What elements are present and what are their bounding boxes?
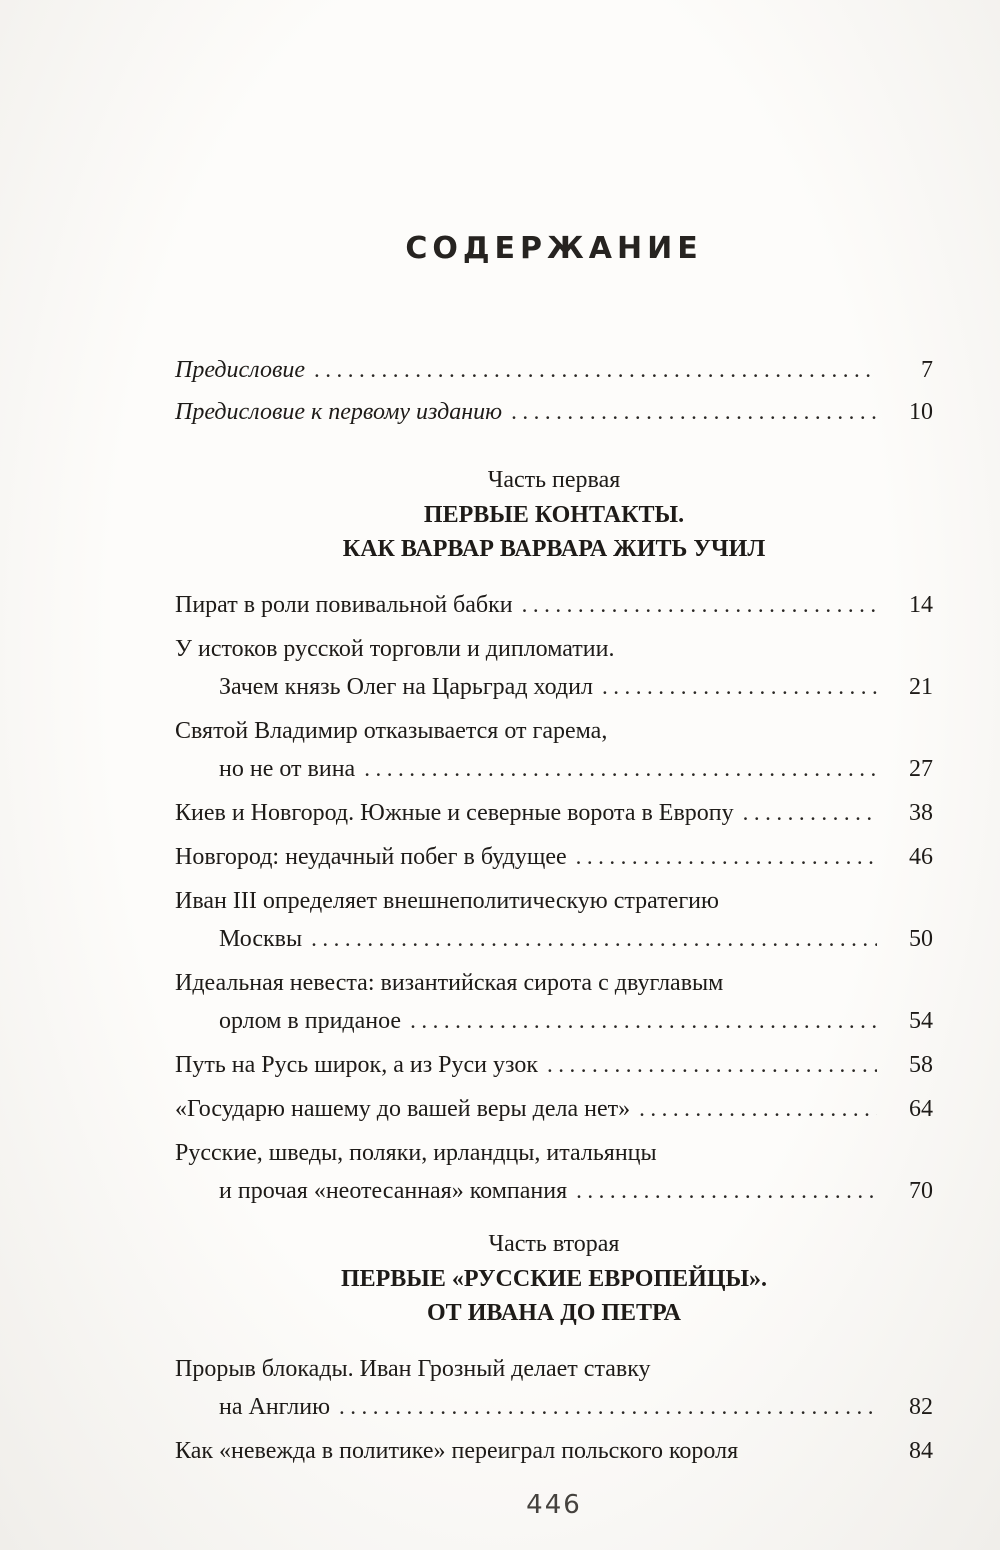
toc-entry-text: орлом в приданое xyxy=(219,1008,402,1034)
part-entries xyxy=(175,586,933,1210)
toc-entry-text: Новгород: неудачный побег в будущее xyxy=(175,844,567,870)
toc-entry-line xyxy=(175,668,933,706)
toc-entry-page-number: 46 xyxy=(909,844,933,870)
toc-parts xyxy=(175,462,933,1470)
toc-entry-page-number: 64 xyxy=(909,1096,933,1122)
dot-leader xyxy=(339,1388,877,1426)
part-heading xyxy=(175,1226,933,1330)
dot-leader xyxy=(743,794,877,832)
toc-entry-text: «Государю нашему до вашей веры дела нет» xyxy=(175,1096,631,1122)
toc-entry-page-number: 50 xyxy=(909,926,933,952)
toc-entry-text: Как «невежда в политике» переиграл польского короля xyxy=(175,1438,739,1464)
toc-part xyxy=(175,1226,933,1470)
toc-entry-line xyxy=(175,964,933,1002)
toc-entry-text: Святой Владимир отказывается от гарема, xyxy=(175,718,608,744)
toc-entry-line xyxy=(175,1388,933,1426)
toc-entry xyxy=(175,586,933,624)
toc-entry-page-number: 7 xyxy=(921,357,933,383)
toc-entry-text: и прочая «неотесанная» компания xyxy=(219,1178,568,1204)
toc-entry-page-number: 10 xyxy=(909,399,933,425)
toc-entry-text: на Англию xyxy=(219,1394,331,1420)
dot-leader xyxy=(576,838,877,876)
toc-entry-line xyxy=(175,1172,933,1210)
page-number: 446 xyxy=(526,1490,582,1520)
toc-entry-text: Киев и Новгород. Южные и северные ворота в Европу xyxy=(175,800,734,826)
part-label: Часть первая xyxy=(487,467,621,493)
dot-leader xyxy=(311,920,877,958)
toc-entry-page-number: 84 xyxy=(909,1438,933,1464)
toc-entry-line xyxy=(175,1090,933,1128)
toc-entry-text: Прорыв блокады. Иван Грозный делает ставку xyxy=(175,1356,651,1382)
part-heading xyxy=(175,462,933,566)
toc-entry-line xyxy=(175,392,933,432)
toc-entry xyxy=(175,630,933,706)
toc-entry-text: но не от вина xyxy=(219,756,356,782)
toc-entry-page-number: 38 xyxy=(909,800,933,826)
toc-entry xyxy=(175,712,933,788)
toc-entry-line xyxy=(175,1002,933,1040)
dot-leader xyxy=(639,1090,877,1128)
toc-entry-line xyxy=(175,1432,933,1470)
dot-leader xyxy=(522,586,877,624)
toc-entry xyxy=(175,882,933,958)
part-title-line: КАК ВАРВАР ВАРВАРА ЖИТЬ УЧИЛ xyxy=(342,536,766,562)
part-title-line: ПЕРВЫЕ КОНТАКТЫ. xyxy=(423,502,685,528)
toc-entry-line xyxy=(175,1046,933,1084)
toc-entry xyxy=(175,1090,933,1128)
toc-entry-text: Зачем князь Олег на Царьград ходил xyxy=(219,674,593,700)
dot-leader xyxy=(511,392,877,432)
toc-entry-line xyxy=(175,882,933,920)
toc-entry xyxy=(175,350,933,390)
part-title-line: ПЕРВЫЕ «РУССКИЕ ЕВРОПЕЙЦЫ». xyxy=(340,1266,768,1292)
toc-entry xyxy=(175,964,933,1040)
toc-entry-text: Русские, шведы, поляки, ирландцы, итальянцы xyxy=(175,1140,657,1166)
toc-entry-text: У истоков русской торговли и дипломатии. xyxy=(175,636,615,662)
toc-entry xyxy=(175,794,933,832)
dot-leader xyxy=(364,750,877,788)
toc-entry-text: Москвы xyxy=(219,926,303,952)
toc-entry-text: Идеальная невеста: византийская сирота с двуглавым xyxy=(175,970,724,996)
toc-entry-text: Пират в роли повивальной бабки xyxy=(175,592,513,618)
contents-title: СОДЕРЖАНИЕ xyxy=(405,231,703,266)
toc-entry-page-number: 21 xyxy=(909,674,933,700)
toc-entry-line xyxy=(175,750,933,788)
toc-entry-page-number: 54 xyxy=(909,1008,933,1034)
toc-entry-page-number: 82 xyxy=(909,1394,933,1420)
toc-entry xyxy=(175,1432,933,1470)
part-title-line: ОТ ИВАНА ДО ПЕТРА xyxy=(427,1300,681,1326)
toc-entry-line xyxy=(175,794,933,832)
toc-entry-line xyxy=(175,630,933,668)
toc-entry-line xyxy=(175,712,933,750)
toc-entry-line xyxy=(175,350,933,390)
toc-entry xyxy=(175,392,933,432)
toc-entry xyxy=(175,1134,933,1210)
toc-entry xyxy=(175,1046,933,1084)
toc-entry-line xyxy=(175,920,933,958)
dot-leader xyxy=(602,668,877,706)
dot-leader xyxy=(314,350,877,390)
dot-leader xyxy=(410,1002,877,1040)
part-label: Часть вторая xyxy=(488,1231,620,1257)
dot-leader xyxy=(576,1172,877,1210)
toc-entry-page-number: 70 xyxy=(909,1178,933,1204)
toc-entry-text: Предисловие xyxy=(175,357,306,383)
toc-entry-text: Иван III определяет внешнеполитическую стратегию xyxy=(175,888,719,914)
part-entries xyxy=(175,1350,933,1470)
toc-entry-line xyxy=(175,838,933,876)
toc-entry-page-number: 58 xyxy=(909,1052,933,1078)
toc-entry-line xyxy=(175,1134,933,1172)
toc-content xyxy=(175,0,933,1476)
toc-entry-page-number: 27 xyxy=(909,756,933,782)
toc-entry-text: Путь на Русь широк, а из Руси узок xyxy=(175,1052,539,1078)
toc-entry-text: Предисловие к первому изданию xyxy=(175,399,503,425)
toc-entry-page-number: 14 xyxy=(909,592,933,618)
toc-part xyxy=(175,462,933,1210)
toc-entry-line xyxy=(175,586,933,624)
front-matter-entries xyxy=(175,350,933,432)
toc-entry xyxy=(175,838,933,876)
toc-entry xyxy=(175,1350,933,1426)
dot-leader xyxy=(547,1046,877,1084)
toc-entry-line xyxy=(175,1350,933,1388)
